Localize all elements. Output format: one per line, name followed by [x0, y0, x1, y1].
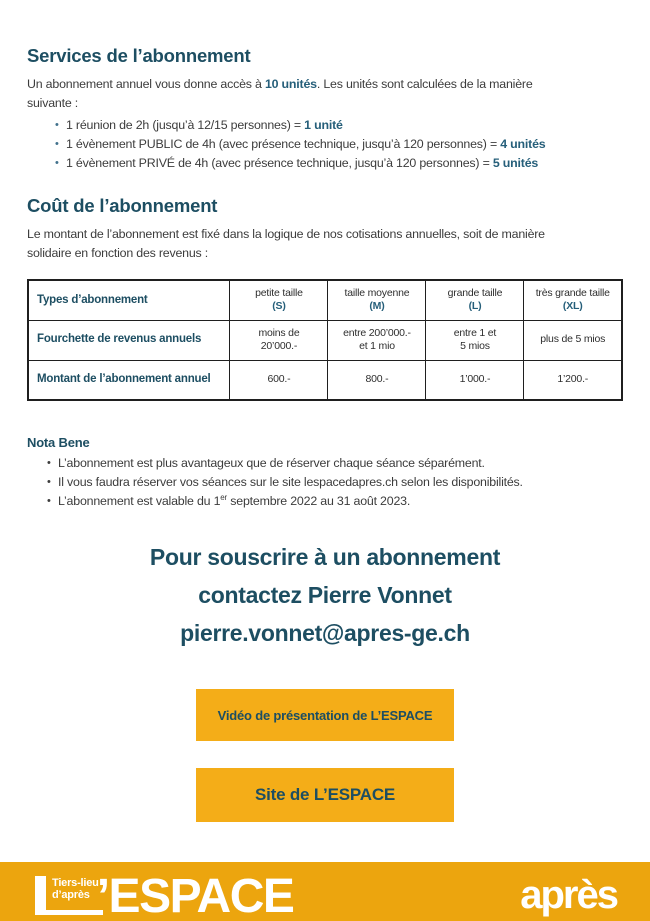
list-item: [55, 116, 623, 135]
table-cell: 1’200.-: [524, 360, 622, 400]
note-text: L’abonnement est plus avantageux que de réserver chaque séance séparément.: [58, 456, 485, 470]
contact-line-1: Pour souscrire à un abonnement: [149, 544, 501, 570]
contact-email[interactable]: pierre.vonnet@apres-ge.ch: [180, 620, 470, 646]
bullet-text: 1 évènement PRIVÉ de 4h (avec présence technique, jusqu’à 120 personnes) =: [66, 156, 493, 170]
bullet-text: 1 évènement PUBLIC de 4h (avec présence technique, jusqu’à 120 personnes) =: [66, 137, 501, 151]
cost-heading: Coût de l’abonnement: [27, 195, 218, 216]
table-cell: moins de 20’000.-: [230, 320, 328, 360]
intro-text-3: suivante :: [27, 96, 79, 110]
l-glyph: [35, 876, 103, 915]
units-count: 10 unités: [264, 77, 317, 91]
list-item: [47, 473, 623, 492]
espace-wordmark: ’ESPACE: [96, 870, 294, 921]
table-row: [28, 320, 622, 360]
services-heading: Services de l’abonnement: [27, 45, 251, 66]
contact-block: [27, 538, 623, 652]
row-label: Montant de l’abonnement annuel: [28, 360, 230, 400]
units-list: [27, 116, 623, 173]
footer-bar: [0, 862, 650, 921]
table-cell: 1’000.-: [426, 360, 524, 400]
bullet-value: 1 unité: [304, 118, 343, 132]
contact-line-2: contactez Pierre Vonnet: [198, 582, 452, 608]
table-cell: 800.-: [328, 360, 426, 400]
note-sup: er: [220, 492, 228, 502]
table-cell: entre 200’000.- et 1 mio: [328, 320, 426, 360]
table-cell: 600.-: [230, 360, 328, 400]
table-row: [28, 360, 622, 400]
page-content: [0, 44, 650, 822]
services-intro: [27, 75, 623, 113]
apres-logo: après: [520, 873, 617, 917]
tiers-lieu-label: [52, 878, 99, 901]
bullet-value: 5 unités: [492, 156, 539, 170]
video-presentation-button[interactable]: Vidéo de présentation de L’ESPACE: [196, 689, 454, 741]
bullet-value: 4 unités: [500, 137, 546, 151]
note-text: L’abonnement est valable du 1: [58, 494, 221, 508]
note-text-2: septembre 2022 au 31 août 2023.: [227, 494, 411, 508]
table-cell: taille moyenne (M): [328, 280, 426, 320]
cost-intro: [27, 225, 623, 263]
row-label: Types d’abonnement: [28, 280, 230, 320]
cost-text: Le montant de l’abonnement est fixé dans la logique de nos cotisations annuelles, soit de manière: [27, 227, 545, 241]
intro-text-2: . Les unités sont calculées de la manière: [316, 77, 533, 91]
table-row: [28, 280, 622, 320]
tiers-lieu-line2: d’après: [52, 888, 90, 901]
nota-bene-heading: Nota Bene: [27, 435, 90, 450]
pricing-table: [27, 279, 623, 401]
table-cell: petite taille (S): [230, 280, 328, 320]
row-label: Fourchette de revenus annuels: [28, 320, 230, 360]
note-text: Il vous faudra réserver vos séances sur le site lespacedapres.ch selon les disponibilités.: [58, 475, 523, 489]
list-item: [47, 492, 623, 511]
table-cell: grande taille (L): [426, 280, 524, 320]
list-item: [55, 154, 623, 173]
list-item: [55, 135, 623, 154]
site-button[interactable]: Site de L’ESPACE: [196, 768, 454, 822]
table-cell: entre 1 et 5 mios: [426, 320, 524, 360]
nota-bene-list: [27, 454, 623, 511]
table-cell: très grande taille (XL): [524, 280, 622, 320]
tiers-lieu-line1: Tiers-lieu: [52, 877, 99, 889]
cost-text-2: solidaire en fonction des revenus :: [27, 246, 209, 260]
lespace-logo: [35, 870, 294, 921]
table-cell: plus de 5 mios: [524, 320, 622, 360]
bullet-text: 1 réunion de 2h (jusqu’à 12/15 personnes) =: [66, 118, 305, 132]
intro-text: Un abonnement annuel vous donne accès à: [27, 77, 265, 91]
list-item: [47, 454, 623, 473]
